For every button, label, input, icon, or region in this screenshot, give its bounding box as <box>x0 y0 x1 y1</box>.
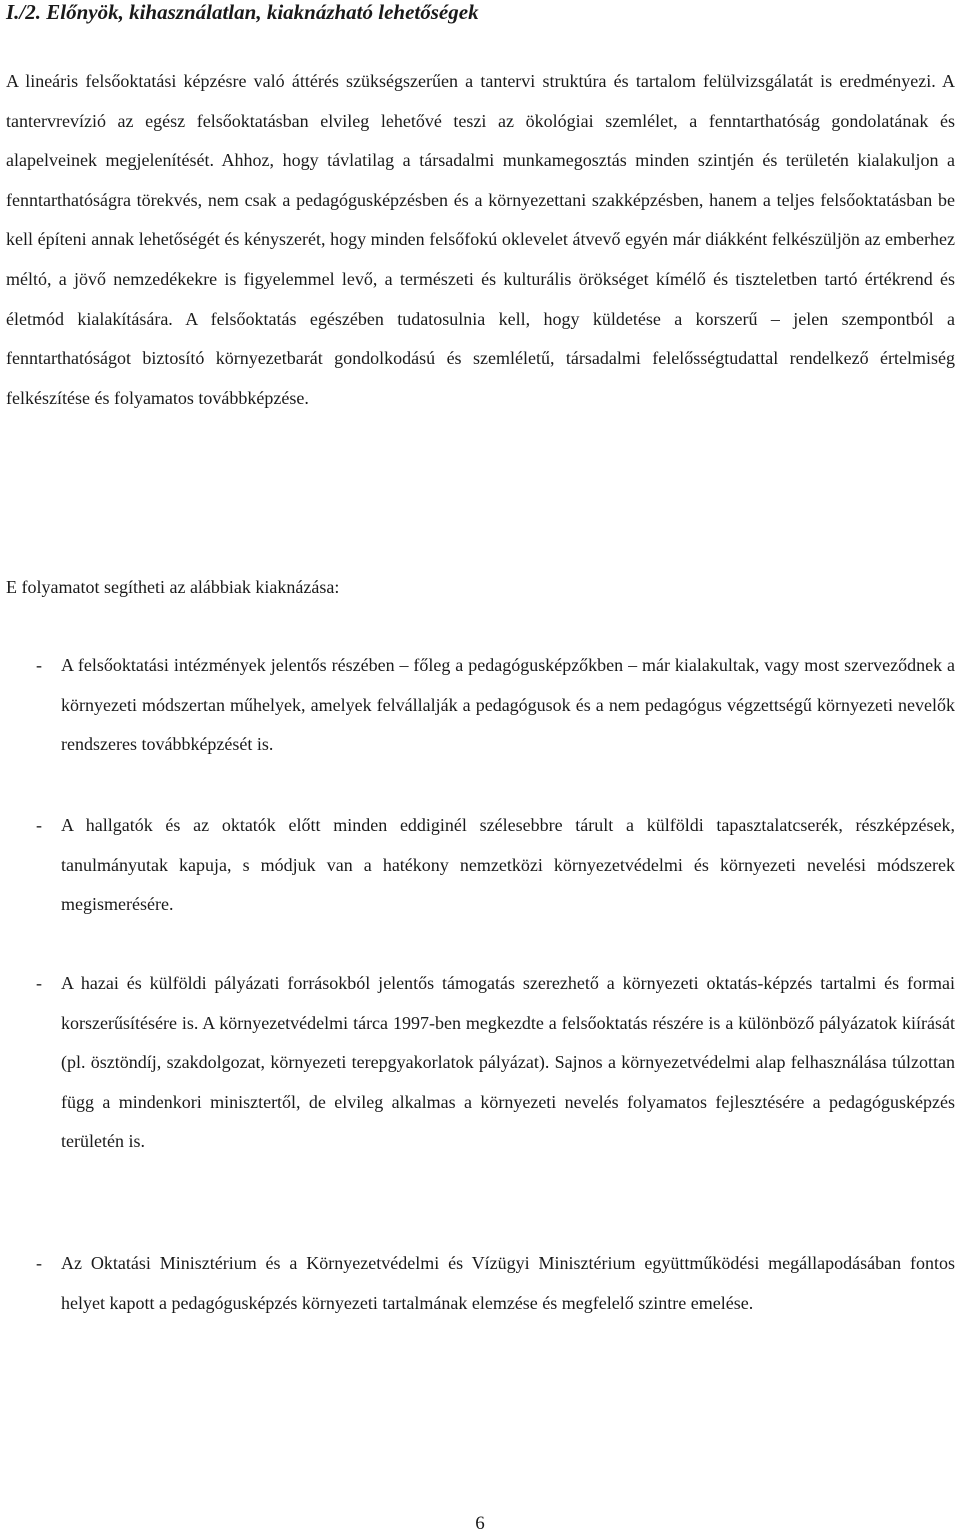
list-item <box>36 964 955 1162</box>
list-item-text: A felsőoktatási intézmények jelentős részében – főleg a pedagógusképzőkben – már kialakultak, vagy most szerveződnek a környezeti módszertan műhelyek, amelyek felvállalják a pedagógusok és a nem pedagógus végzettségű környezeti nevelők rendszeres továbbképzését is. <box>61 655 955 755</box>
bullet-dash: - <box>36 655 42 675</box>
list-item <box>36 1244 955 1323</box>
body-paragraph: A lineáris felsőoktatási képzésre való áttérés szükségszerűen a tantervi struktúra és tartalom felülvizsgálatát is eredményezi. A tantervrevízió az egész felsőoktatásban elvileg lehetővé teszi az ökológiai szemlélet, a fenntarthatóság gondolatának és alapelveinek megjelenítését. Ahhoz, hogy távlatilag a társadalmi munkamegosztás minden szintjén és területén kialakuljon a fenntarthatóságra törekvés, nem csak a pedagógusképzésben és a környezettani szakképzésben, hanem a teljes felsőoktatásban be kell építeni annak lehetőségét és kényszerét, hogy minden felsőfokú oklevelet átvevő egyén már diákként felkészüljön az emberhez méltó, a jövő nemzedékekre is figyelemmel levő, a természeti és kulturális örökséget kímélő és tiszteletben tartó értékrend és életmód kialakítására. A felsőoktatás egészében tudatosulnia kell, hogy küldetése a korszerű – jelen szempontból a fenntarthatóságot biztosító környezetbarát gondolkodású és szemléletű, társadalmi felelősségtudattal rendelkező értelmiség felkészítése és folyamatos továbbképzése. <box>6 71 955 408</box>
list-item-text: A hazai és külföldi pályázati forrásokból jelentős támogatás szerezhető a környezeti oktatás-képzés tartalmi és formai korszerűsítésére is. A környezetvédelmi tárca 1997-ben megkezdte a felsőoktatás részére is a különböző pályázatok kiírását (pl. ösztöndíj, szakdolgozat, környezeti terepgyakorlatok pályázat). Sajnos a környezetvédelmi alap felhasználása túlzottan függ a mindenkori minisztertől, de elvileg alkalmas a környezeti nevelés folyamatos fejlesztésére a pedagógusképzés területén is. <box>61 973 955 1152</box>
bullet-dash: - <box>36 973 42 993</box>
list-item <box>36 806 955 925</box>
list-item <box>36 646 955 765</box>
list-intro: E folyamatot segítheti az alábbiak kiaknázása: <box>6 577 340 597</box>
page-number: 6 <box>475 1513 485 1534</box>
bullet-dash: - <box>36 815 42 835</box>
section-heading: I./2. Előnyök, kihasználatlan, kiaknázható lehetőségek <box>6 0 479 24</box>
list-item-text: Az Oktatási Minisztérium és a Környezetvédelmi és Vízügyi Minisztérium együttműködési megállapodásában fontos helyet kapott a pedagógusképzés környezeti tartalmának elemzése és megfelelő szintre emelése. <box>61 1253 955 1313</box>
bullet-dash: - <box>36 1253 42 1273</box>
list-item-text: A hallgatók és az oktatók előtt minden eddiginél szélesebbre tárult a külföldi tapasztalatcserék, részképzések, tanulmányutak kapuja, s módjuk van a hatékony nemzetközi környezetvédelmi és környezeti nevelési módszerek megismerésére. <box>61 815 955 915</box>
